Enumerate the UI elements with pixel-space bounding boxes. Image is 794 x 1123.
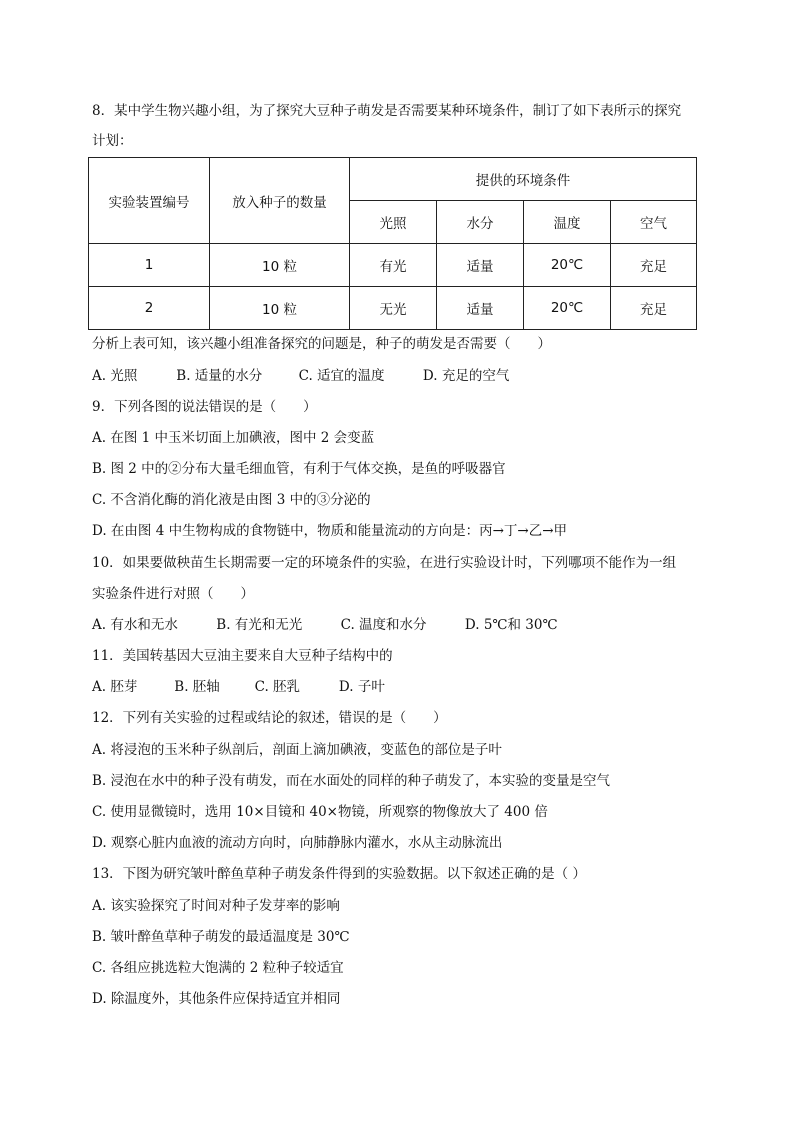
table-subheader-air: 空气 — [611, 201, 697, 244]
table-cell: 有光 — [350, 244, 437, 287]
table-subheader-light: 光照 — [350, 201, 437, 244]
table-header-device: 实验装置编号 — [89, 158, 210, 244]
table-cell: 无光 — [350, 287, 437, 330]
q11-options — [92, 677, 385, 697]
table-cell: 10 粒 — [210, 287, 350, 330]
q10-option-b: B. 有光和无光 — [216, 617, 303, 633]
q10-option-a: A. 有水和无水 — [92, 617, 178, 633]
q10-stem-line1: 10．如果要做秧苗生长期需要一定的环境条件的实验，在进行实验设计时，下列哪项不能作为一组 — [92, 555, 677, 571]
table-header-conditions: 提供的环境条件 — [350, 158, 697, 201]
q10-stem-line2: 实验条件进行对照（ ） — [92, 586, 254, 602]
q9-stem: 9．下列各图的说法错误的是（ ） — [92, 399, 317, 415]
q13-option-b: B. 皱叶醉鱼草种子萌发的最适温度是 30℃ — [92, 929, 350, 945]
q11-option-d: D. 子叶 — [338, 679, 385, 695]
q11-option-a: A. 胚芽 — [92, 679, 138, 695]
q8-stem-line2: 计划： — [92, 133, 133, 149]
q9-option-b: B. 图 2 中的②分布大量毛细血管，有利于气体交换，是鱼的呼吸器官 — [92, 461, 506, 477]
experiment-table — [88, 157, 697, 330]
q8-options — [92, 366, 509, 386]
q12-option-a: A. 将浸泡的玉米种子纵剖后，剖面上滴加碘液，变蓝色的部位是子叶 — [92, 742, 502, 758]
table-row — [89, 287, 697, 330]
table-cell: 2 — [89, 287, 210, 330]
q8-option-b: B. 适量的水分 — [176, 368, 263, 384]
q13-stem: 13．下图为研究皱叶醉鱼草种子萌发条件得到的实验数据。以下叙述正确的是（ ） — [92, 866, 586, 882]
q10-option-d: D. 5℃和 30℃ — [464, 617, 558, 633]
q8-question: 分析上表可知，该兴趣小组准备探究的问题是，种子的萌发是否需要（ ） — [92, 336, 551, 352]
q8-option-a: A. 光照 — [92, 368, 138, 384]
q9-option-d: D. 在由图 4 中生物构成的食物链中，物质和能量流动的方向是：丙→丁→乙→甲 — [92, 523, 568, 539]
q13-option-c: C. 各组应挑选粒大饱满的 2 粒种子较适宜 — [92, 960, 344, 976]
q10-options — [92, 615, 558, 635]
table-cell: 10 粒 — [210, 244, 350, 287]
table-cell: 20℃ — [524, 287, 611, 330]
table-cell: 充足 — [611, 287, 697, 330]
q11-option-c: C. 胚乳 — [254, 679, 301, 695]
table-subheader-water: 水分 — [437, 201, 524, 244]
q12-option-c: C. 使用显微镜时，选用 10×目镜和 40×物镜，所观察的物像放大了 400 倍 — [92, 804, 548, 820]
q13-option-d: D. 除温度外，其他条件应保持适宜并相同 — [92, 991, 341, 1007]
q9-option-a: A. 在图 1 中玉米切面上加碘液，图中 2 会变蓝 — [92, 430, 375, 446]
q13-option-a: A. 该实验探究了时间对种子发芽率的影响 — [92, 898, 340, 914]
table-cell: 适量 — [437, 244, 524, 287]
q12-option-b: B. 浸泡在水中的种子没有萌发，而在水面处的同样的种子萌发了，本实验的变量是空气 — [92, 773, 611, 789]
table-header-count: 放入种子的数量 — [210, 158, 350, 244]
q8-option-c: C. 适宜的温度 — [298, 368, 385, 384]
table-cell: 1 — [89, 244, 210, 287]
q8-option-d: D. 充足的空气 — [422, 368, 510, 384]
q11-option-b: B. 胚轴 — [174, 679, 220, 695]
table-cell: 充足 — [611, 244, 697, 287]
table-cell: 适量 — [437, 287, 524, 330]
table-cell: 20℃ — [524, 244, 611, 287]
q8-stem-line1: 8．某中学生物兴趣小组，为了探究大豆种子萌发是否需要某种环境条件，制订了如下表所示的探究 — [92, 103, 682, 119]
table-subheader-temperature: 温度 — [524, 201, 611, 244]
q11-stem: 11．美国转基因大豆油主要来自大豆种子结构中的 — [92, 648, 393, 664]
table-row — [89, 244, 697, 287]
q9-option-c: C. 不含消化酶的消化液是由图 3 中的③分泌的 — [92, 492, 371, 508]
q12-option-d: D. 观察心脏内血液的流动方向时，向肺静脉内灌水，水从主动脉流出 — [92, 835, 503, 851]
q12-stem: 12．下列有关实验的过程或结论的叙述，错误的是（ ） — [92, 710, 447, 726]
q10-option-c: C. 温度和水分 — [340, 617, 427, 633]
